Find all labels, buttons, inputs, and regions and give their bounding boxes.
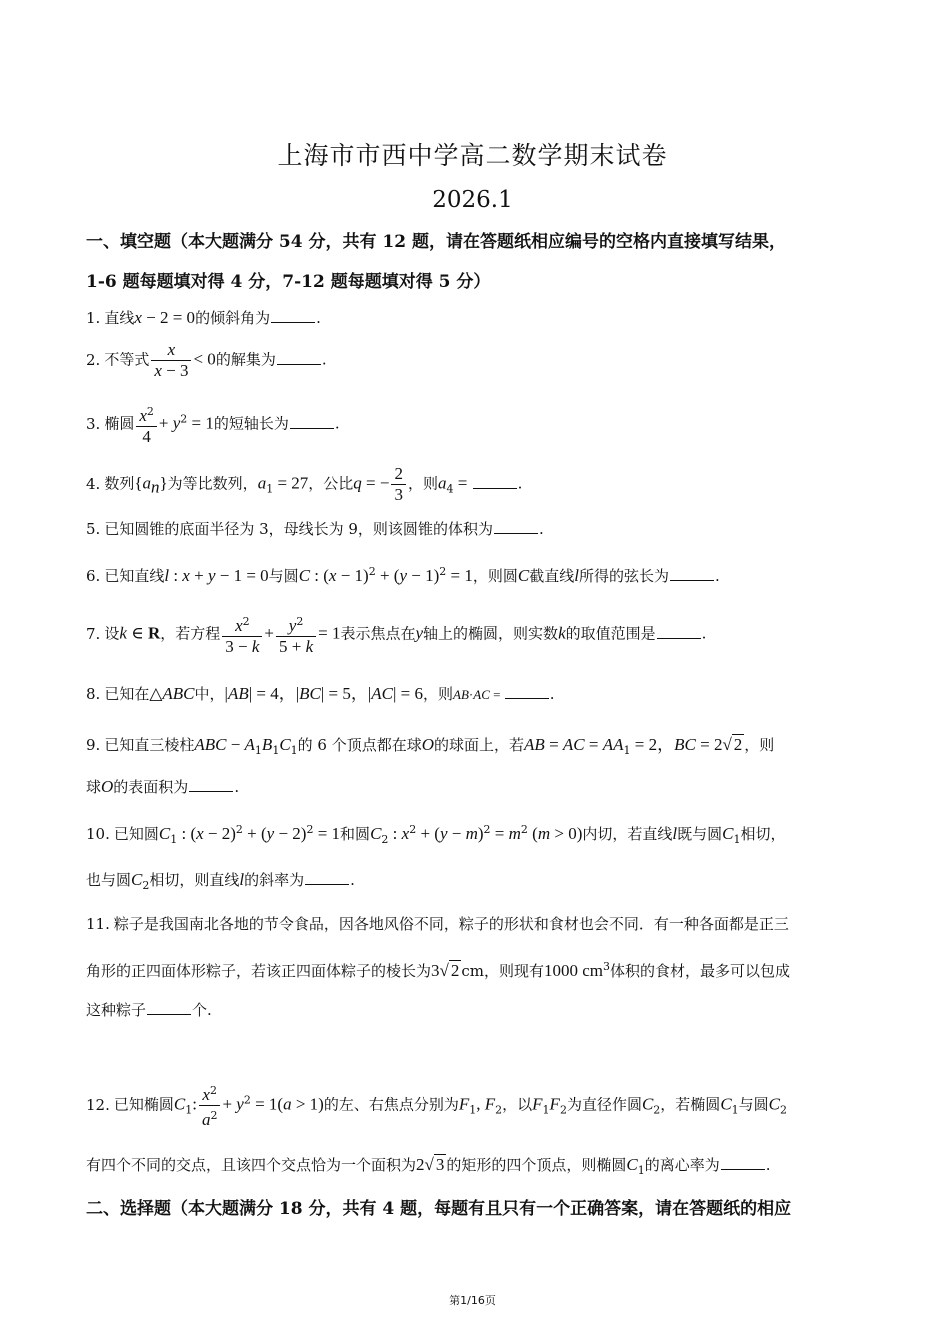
q8-text-c: ，则 bbox=[423, 685, 454, 703]
q9-line2-b: 的表面积为 bbox=[113, 778, 189, 796]
q12-text-e: ，若椭圆 bbox=[660, 1095, 721, 1114]
q4-text-a: 数列 bbox=[104, 474, 135, 493]
section-1-heading bbox=[86, 222, 866, 302]
question-7: 7. 设k ∈ R，若方程 $\frac{x^2}{3 - k}$ + $\frac{y^2}{5 + k}$ = 1表示焦点在y轴上的椭圆，则实数k的取值范围是 . bbox=[86, 612, 876, 657]
q12-text-f: 与圆 bbox=[738, 1095, 769, 1114]
exam-date: 2026.1 bbox=[432, 187, 513, 213]
question-number: 7. bbox=[86, 624, 101, 643]
page-title: 上海市市西中学高二数学期末试卷 bbox=[277, 141, 668, 170]
question-number: 5. bbox=[86, 520, 101, 538]
q4-text-c: ，公比 bbox=[308, 474, 354, 493]
page-number: 第1/16页 bbox=[449, 1294, 496, 1307]
question-1: 1. 直线x − 2 = 0的倾斜角为 . bbox=[86, 308, 321, 327]
q7-text-b: ，若方程 bbox=[160, 624, 221, 643]
answer-blank[interactable] bbox=[670, 568, 714, 581]
answer-blank[interactable] bbox=[189, 779, 233, 792]
q7-text-c: 表示焦点在 bbox=[340, 624, 416, 643]
question-number: 10. bbox=[86, 825, 110, 843]
q9-text-c: 的球面上，若 bbox=[434, 736, 525, 754]
q11-line2-c: 体积的食材，最多可以包成 bbox=[610, 962, 791, 980]
q12-text-c: ，以 bbox=[502, 1095, 533, 1114]
q12-end: . bbox=[765, 1156, 771, 1174]
q12-text-b: 的左、右焦点分别为 bbox=[323, 1095, 459, 1114]
q1-end: . bbox=[316, 309, 321, 327]
q4-text-d: ，则 bbox=[407, 474, 438, 493]
question-9: 9. 已知直三棱柱ABC − $A_1B_1C_1$的 6 个顶点都在球O的球面上，若AB = AC = $AA_1 = 2$，BC = 2√ 2 ，则 bbox=[86, 735, 775, 757]
q7-text-d: 轴上的椭圆，则实数 bbox=[423, 624, 559, 643]
q5-text: 已知圆锥的底面半径为 3，母线长为 9，则该圆锥的体积为 bbox=[104, 520, 493, 538]
q9-text-a: 已知直三棱柱 bbox=[104, 736, 195, 754]
question-10: 10. 已知圆$C_1$ : $(x - 2)^2 + (y - 2)^2 = 1$和圆$C_2$ : $x^2 + (y - m)^2 = m^2$ (m > 0)内切，若直线l既与圆$C_1$相切， bbox=[86, 823, 786, 846]
q11-line2-b: cm，则现有 bbox=[461, 962, 544, 980]
question-number: 2. bbox=[86, 350, 101, 369]
q8-text-a: 已知在 bbox=[104, 685, 150, 703]
q7-end: . bbox=[701, 624, 707, 643]
question-12-line-2: 有四个不同的交点，且该四个交点恰为一个面积为2√ 3 的矩形的四个顶点，则椭圆$C_1$的离心率为 . bbox=[86, 1155, 771, 1177]
q6-text-d: 截直线 bbox=[529, 567, 575, 585]
q11-line-1: 粽子是我国南北各地的节令食品，因各地风俗不同，粽子的形状和食材也会不同．有一种各面都是正三 bbox=[113, 915, 789, 933]
answer-blank[interactable] bbox=[494, 521, 538, 534]
q6-text-e: 所得的弦长为 bbox=[578, 567, 669, 585]
q11-line2-a: 角形的正四面体形粽子，若该正四面体粽子的棱长为 bbox=[86, 962, 432, 980]
q9-text-d: ，则 bbox=[744, 736, 775, 754]
question-number: 9. bbox=[86, 736, 101, 754]
q10-line2-a: 也与圆 bbox=[86, 871, 132, 889]
fraction: $\frac{x^2}{4}$ bbox=[136, 402, 157, 447]
fraction: $\frac{y^2}{5 + k}$ bbox=[276, 612, 316, 657]
question-number: 6. bbox=[86, 567, 101, 585]
section-2-line-1: 二、选择题（本大题满分 18 分，共有 4 题，每题有且只有一个正确答案，请在答题纸的相应 bbox=[86, 1199, 792, 1219]
question-9-line-2: 球O的表面积为 . bbox=[86, 777, 240, 796]
answer-blank[interactable] bbox=[505, 686, 549, 699]
question-11-line-3 bbox=[86, 999, 876, 1021]
q3-text-a: 椭圆 bbox=[104, 414, 135, 433]
q10-line2-c: 的斜率为 bbox=[244, 871, 305, 889]
q2-text-a: 不等式 bbox=[104, 350, 150, 369]
fraction: $\frac{x^2}{3 - k}$ bbox=[222, 612, 262, 657]
q1-text-a: 直线 bbox=[104, 309, 135, 327]
q9-line2-a: 球 bbox=[86, 778, 102, 796]
q4-text-b: 为等比数列， bbox=[167, 474, 258, 493]
fraction: $\frac{2}{3}$ bbox=[391, 464, 406, 505]
q5-end: . bbox=[538, 520, 544, 538]
question-number: 8. bbox=[86, 685, 101, 703]
question-number: 12. bbox=[86, 1095, 110, 1114]
answer-blank[interactable] bbox=[271, 310, 315, 323]
q1-text-b: 的倾斜角为 bbox=[195, 309, 271, 327]
fraction: $\frac{x}{x - 3}$ bbox=[151, 340, 191, 381]
q6-text-c: ，则圆 bbox=[472, 567, 518, 585]
q10-line2-b: 相切，则直线 bbox=[149, 871, 240, 889]
answer-blank[interactable] bbox=[277, 352, 321, 365]
section-1-line-1: 一、填空题（本大题满分 54 分，共有 12 题，请在答题纸相应编号的空格内直接填写结果， bbox=[86, 232, 786, 252]
q10-text-e: 相切， bbox=[740, 825, 786, 843]
question-number: 3. bbox=[86, 414, 101, 433]
q10-text-b: 和圆 bbox=[340, 825, 371, 843]
answer-blank[interactable] bbox=[147, 1002, 191, 1015]
question-5 bbox=[86, 518, 876, 540]
question-number: 11. bbox=[86, 915, 110, 933]
q9-end: . bbox=[234, 778, 240, 796]
section-2-heading bbox=[86, 1189, 866, 1229]
q10-text-a: 已知圆 bbox=[113, 825, 159, 843]
q6-end: . bbox=[714, 567, 720, 585]
q11-line3-b: 个. bbox=[192, 1001, 212, 1019]
q12-line2-c: 的离心率为 bbox=[644, 1156, 720, 1174]
fraction: $\frac{x^2}{a^2}$ bbox=[199, 1081, 221, 1130]
answer-blank[interactable] bbox=[305, 872, 349, 885]
q11-line3-a: 这种粽子 bbox=[86, 1001, 147, 1019]
answer-blank[interactable] bbox=[721, 1157, 765, 1170]
q10-text-c: 内切，若直线 bbox=[582, 825, 673, 843]
q3-text-b: 的短轴长为 bbox=[213, 414, 289, 433]
q6-text-b: 与圆 bbox=[268, 567, 299, 585]
q2-end: . bbox=[321, 350, 327, 369]
q12-line2-b: 的矩形的四个顶点，则椭圆 bbox=[446, 1156, 627, 1174]
section-1-line-2: 1-6 题每题填对得 4 分，7-12 题每题填对得 5 分） bbox=[86, 272, 491, 292]
question-2: 2. 不等式 $\frac{x}{x - 3}$ < 0的解集为 . bbox=[86, 340, 327, 380]
q8-end: . bbox=[549, 685, 555, 703]
q3-end: . bbox=[334, 414, 340, 433]
answer-blank[interactable] bbox=[290, 416, 334, 429]
q7-text-e: 的取值范围是 bbox=[565, 624, 656, 643]
question-11-line-2: 角形的正四面体形粽子，若该正四面体粽子的棱长为3√ 2 cm，则现有1000 $cm^3$体积的食材，最多可以包成 bbox=[86, 960, 791, 980]
question-3: 3. 椭圆 $\frac{x^2}{4}$ + $y^2 = 1$的短轴长为 . bbox=[86, 402, 876, 447]
q8-text-b: 中， bbox=[194, 685, 225, 703]
q4-end: . bbox=[517, 474, 523, 493]
q2-text-b: 的解集为 bbox=[215, 350, 276, 369]
q12-line2-a: 有四个不同的交点，且该四个交点恰为一个面积为 bbox=[86, 1156, 417, 1174]
question-8: 8. 已知在△ABC中，|AB| = 4，|BC| = 5，|AC| = 6，则AB·AC = . bbox=[86, 684, 555, 703]
question-6: 6. 已知直线l : x + y − 1 = 0与圆C : $(x - 1)^2 + (y - 1)^2 = 1$，则圆C截直线l所得的弦长为 . bbox=[86, 565, 720, 585]
question-4: 4. 数列$\{a_n\}$为等比数列，$a_1 = 27$，公比q = − $\frac{2}{3}$ ，则$a_4$ = . bbox=[86, 464, 523, 504]
answer-blank[interactable] bbox=[473, 476, 517, 489]
question-number: 1. bbox=[86, 309, 101, 327]
question-number: 4. bbox=[86, 474, 101, 493]
q7-text-a: 设 bbox=[104, 624, 120, 643]
question-11 bbox=[86, 913, 876, 935]
q12-text-a: 已知椭圆 bbox=[113, 1095, 174, 1114]
question-12: 12. 已知椭圆$C_1$: $\frac{x^2}{a^2}$ + $y^2 = 1(a > 1)$的左、右焦点分别为$F_1$, $F_2$，以$F_1F_2$为直径作圆$C_2$，若椭圆$C_1$与圆$C_2$ bbox=[86, 1081, 876, 1130]
answer-blank[interactable] bbox=[657, 626, 701, 639]
q10-text-d: 既与圆 bbox=[677, 825, 723, 843]
q10-end: . bbox=[350, 871, 355, 889]
q6-text-a: 已知直线 bbox=[104, 567, 165, 585]
q9-text-b: 的 6 个顶点都在球 bbox=[297, 736, 422, 754]
q12-text-d: 为直径作圆 bbox=[566, 1095, 642, 1114]
question-10-line-2: 也与圆$C_2$相切，则直线l的斜率为 . bbox=[86, 870, 355, 892]
